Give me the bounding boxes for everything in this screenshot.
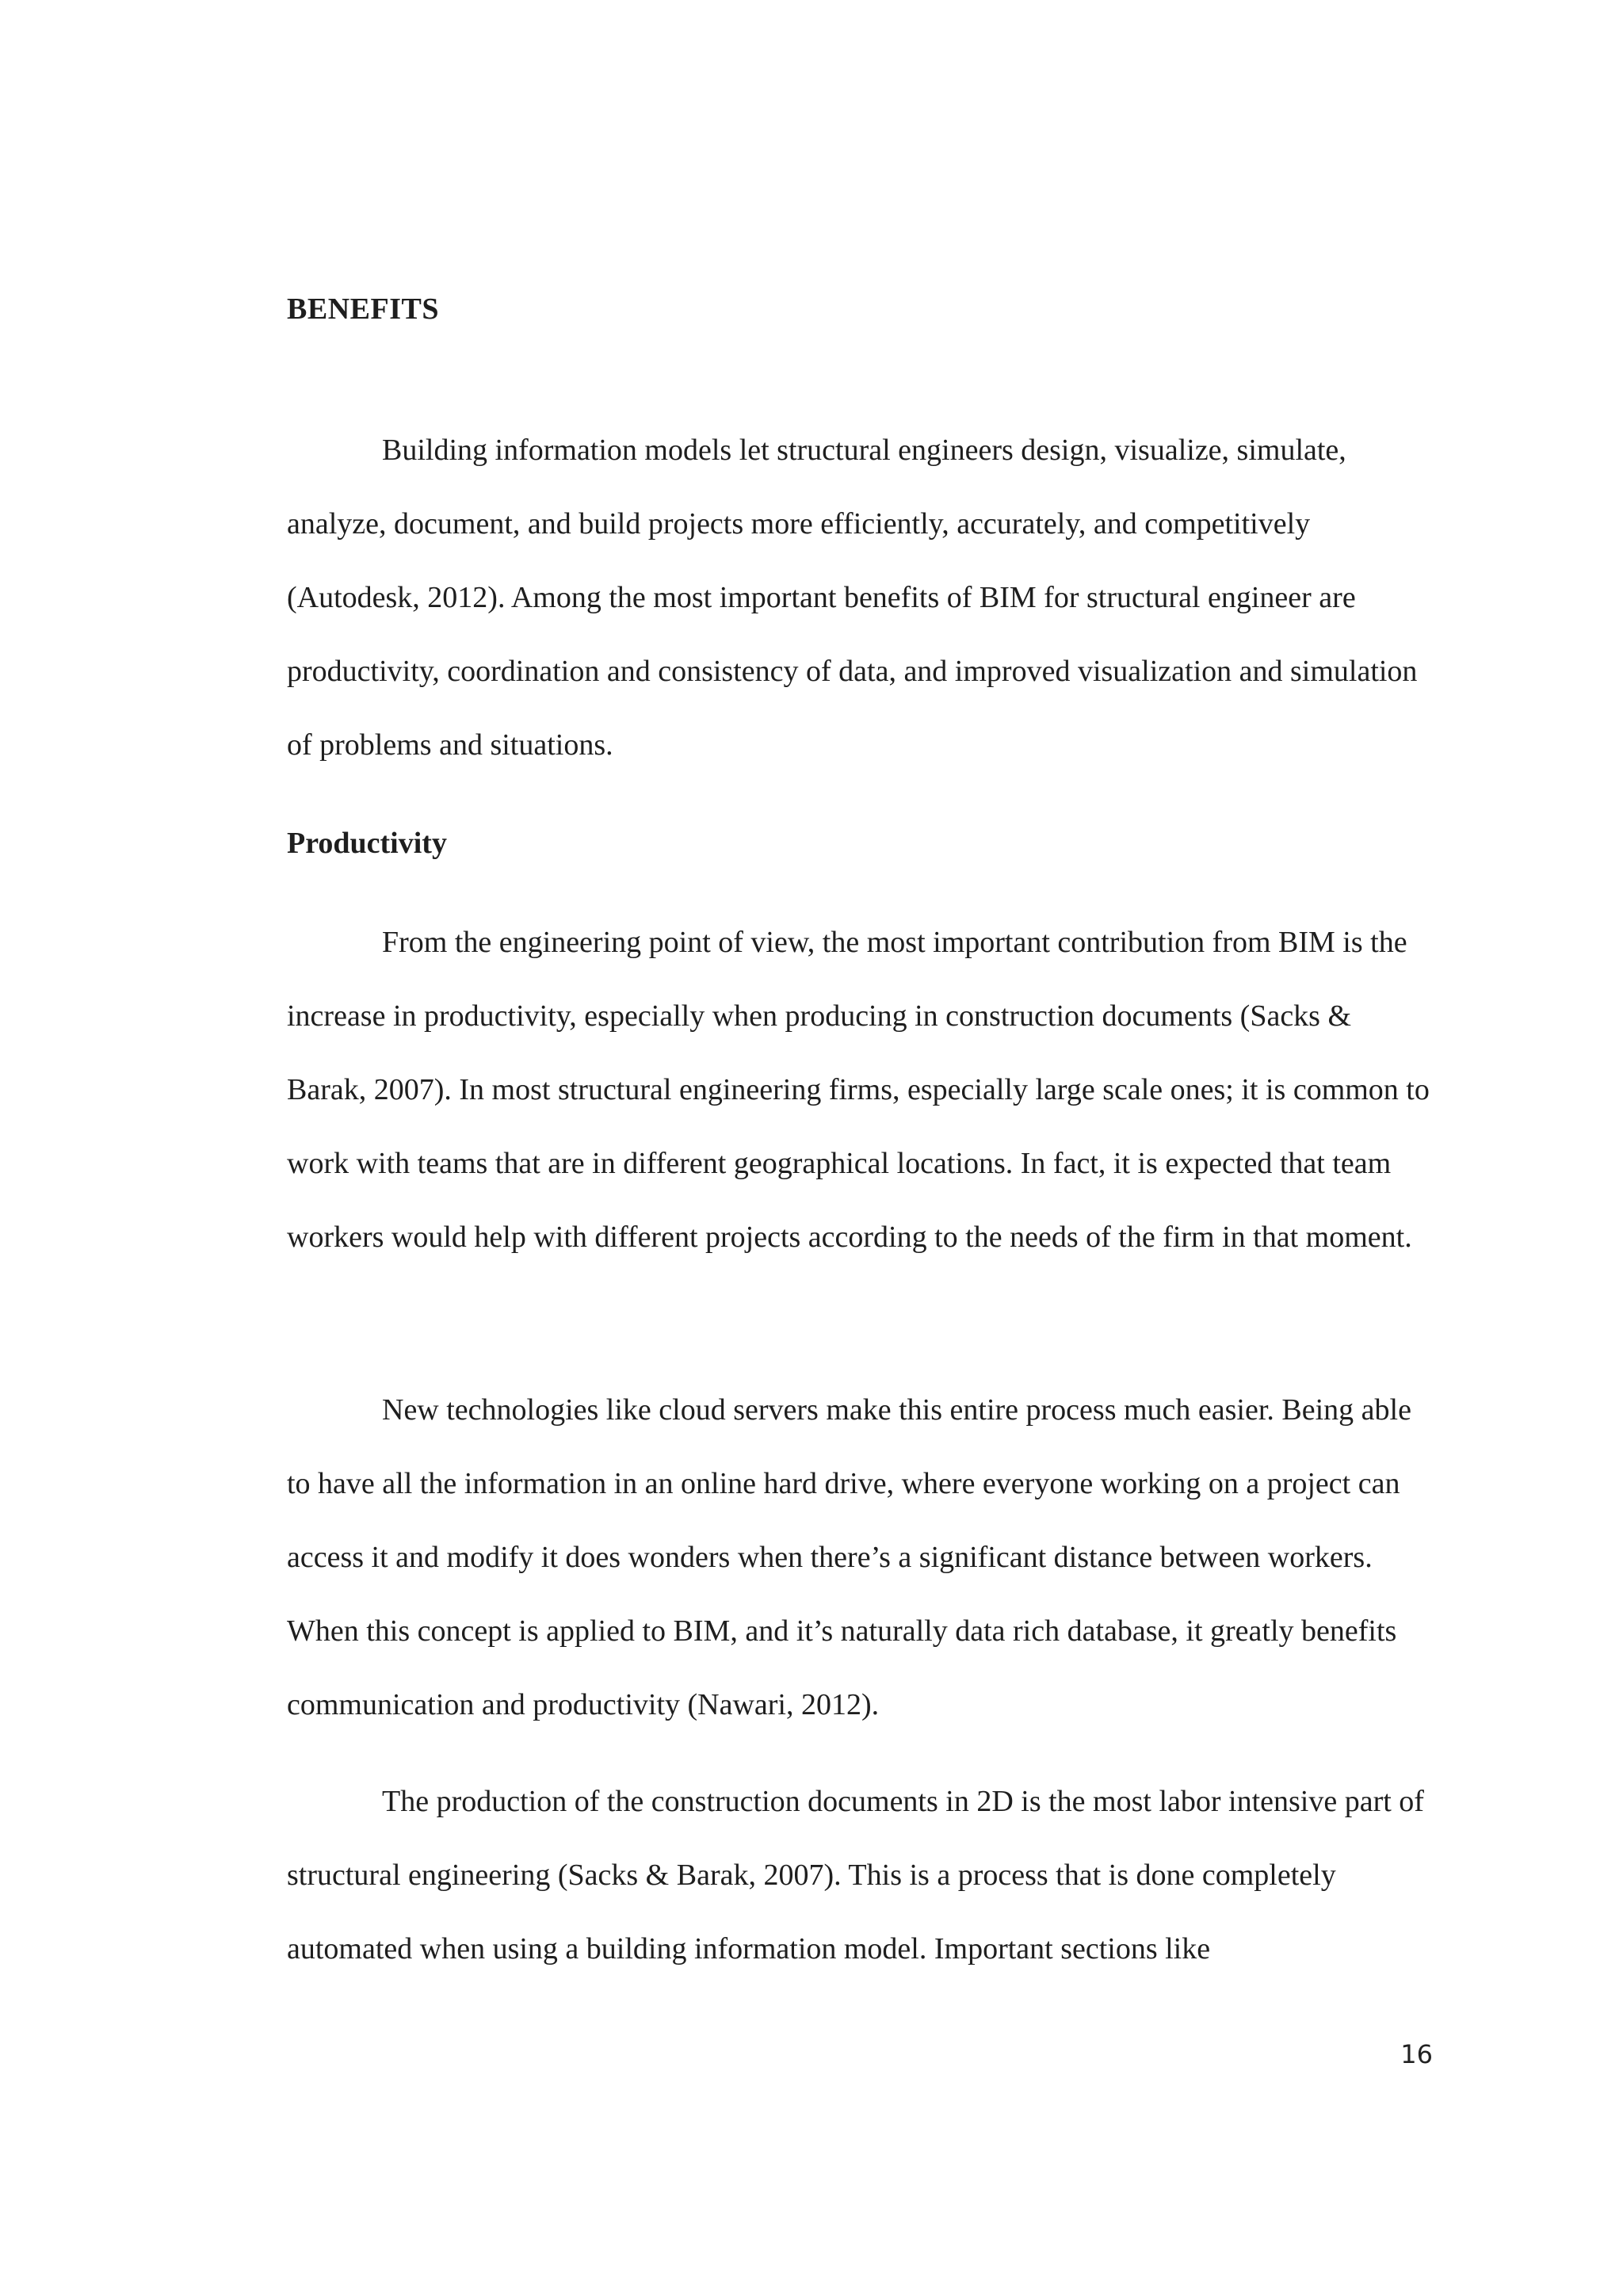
intro-paragraph: Building information models let structural engineers design, visualize, simulate, analyze, document, and build projects more efficiently, accurately, and competitively (Autodesk, 2012). Among the most important benefits of BIM for structural engineer are productivity, coordination and consistency of data, and improved visualization and simulation of problems and situations.	[287, 434, 1418, 762]
body-paragraph-productivity-1: From the engineering point of view, the most important contribution from BIM is the increase in productivity, especially when producing in construction documents (Sacks & Barak, 2007). In most structural engineering firms, especially large scale ones; it is common to work with teams that are in different geographical locations. In fact, it is expected that team workers would help with different projects according to the needs of the firm in that moment.	[287, 926, 1430, 1254]
subsection-heading: Productivity	[287, 827, 447, 860]
section-heading: BENEFITS	[287, 292, 439, 326]
body-paragraph-productivity-3: The production of the construction documents in 2D is the most labor intensive part of structural engineering (Sacks & Barak, 2007). This is a process that is done completely automated when using a building information model. Important sections like	[287, 1785, 1424, 1966]
page-number: 16	[1400, 2039, 1433, 2069]
body-paragraph-productivity-2: New technologies like cloud servers make this entire process much easier. Being able to have all the information in an online hard drive, where everyone working on a project can access it and modify it does wonders when there’s a significant distance between workers. When this concept is applied to BIM, and it’s naturally data rich database, it greatly benefits communication and productivity (Nawari, 2012).	[287, 1393, 1411, 1721]
